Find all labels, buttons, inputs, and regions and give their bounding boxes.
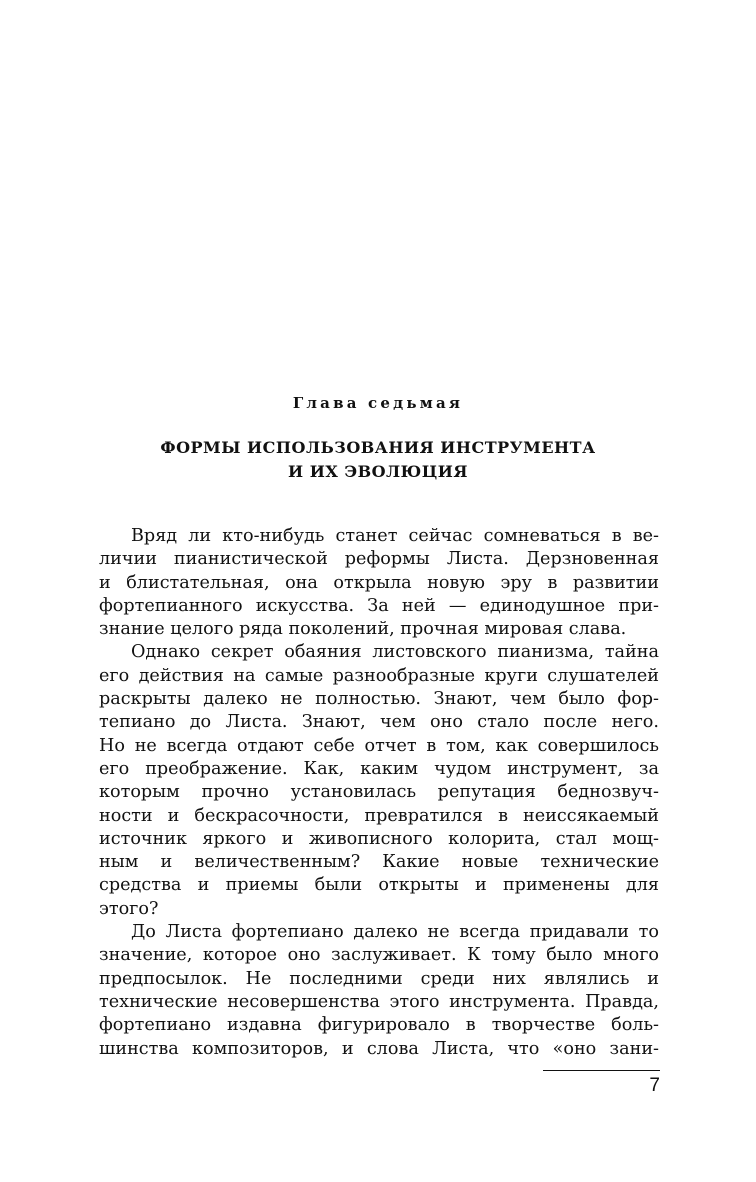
text-line: ности и бескрасочности, превратился в неиссякаемый bbox=[99, 805, 659, 826]
body-text bbox=[99, 525, 659, 1061]
chapter-title bbox=[0, 436, 756, 484]
chapter-title-line: ФОРМЫ ИСПОЛЬЗОВАНИЯ ИНСТРУМЕНТА bbox=[160, 438, 596, 457]
text-line: предпосылок. Не последними среди них являлись и bbox=[99, 968, 659, 989]
text-line: средства и приемы были открыты и применены для bbox=[99, 875, 659, 896]
text-line: знание целого ряда поколений, прочная мировая слава. bbox=[99, 619, 627, 640]
text-line: и блистательная, она открыла новую эру в развитии bbox=[99, 572, 659, 593]
text-line: раскрыты далеко не полностью. Знают, чем было фор- bbox=[99, 689, 659, 710]
text-line: До Листа фортепиано далеко не всегда придавали то bbox=[131, 922, 659, 943]
text-line: значение, которое оно заслуживает. К тому было много bbox=[99, 945, 659, 966]
text-line: Однако секрет обаяния листовского пианизма, тайна bbox=[131, 642, 659, 663]
text-line: тепиано до Листа. Знают, чем оно стало после него. bbox=[99, 712, 659, 733]
text-line: ным и величественным? Какие новые технические bbox=[99, 852, 659, 873]
text-line: личии пианистической реформы Листа. Дерзновенная bbox=[99, 549, 659, 570]
text-line: технические несовершенства этого инструмента. Правда, bbox=[99, 991, 659, 1012]
text-line: этого? bbox=[99, 898, 159, 919]
text-line: его преображение. Как, каким чудом инструмент, за bbox=[99, 758, 659, 779]
text-line: фортепиано издавна фигурировало в творчестве боль- bbox=[99, 1015, 659, 1036]
chapter-title-line: И ИХ ЭВОЛЮЦИЯ bbox=[288, 462, 468, 481]
text-line: его действия на самые разнообразные круги слушателей bbox=[99, 665, 659, 686]
footer-rule bbox=[543, 1070, 660, 1071]
text-line: Но не всегда отдают себе отчет в том, как совершилось bbox=[99, 735, 659, 756]
text-line: источник яркого и живописного колорита, стал мощ- bbox=[99, 828, 659, 849]
chapter-label: Глава седьмая bbox=[292, 394, 464, 412]
text-line: которым прочно установилась репутация беднозвуч- bbox=[99, 782, 659, 803]
text-line: шинства композиторов, и слова Листа, что «оно зани- bbox=[99, 1038, 659, 1059]
text-line: Вряд ли кто-нибудь станет сейчас сомневаться в ве- bbox=[131, 526, 659, 546]
text-line: фортепианного искусства. За ней — единодушное при- bbox=[99, 595, 659, 616]
page-number: 7 bbox=[649, 1075, 660, 1096]
